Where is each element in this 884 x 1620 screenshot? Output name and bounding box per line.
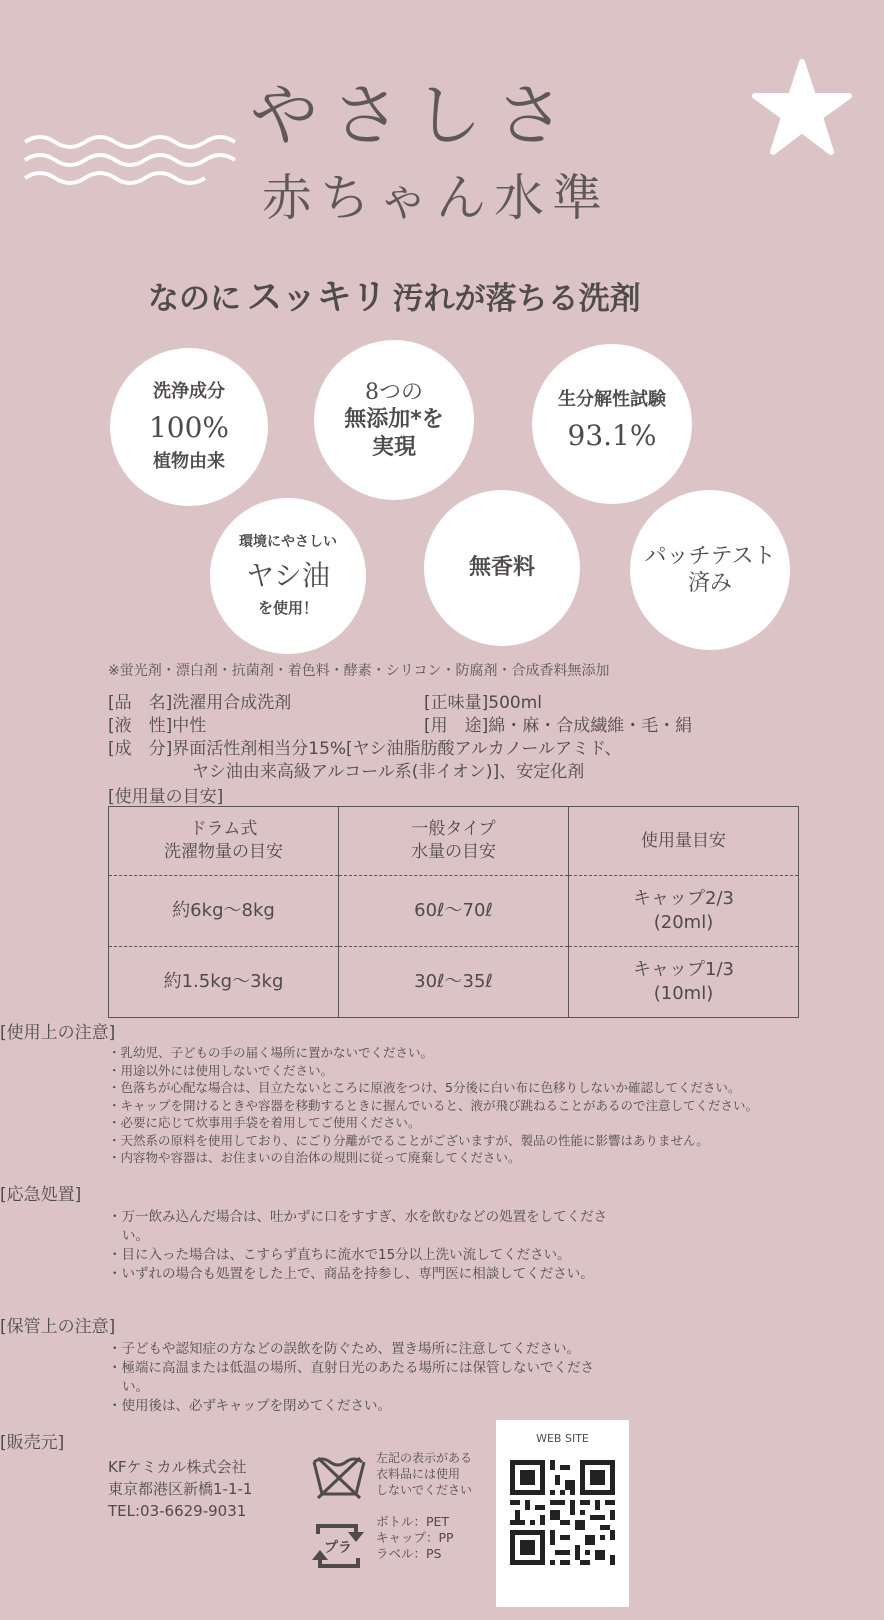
feature-label: 生分解性試験: [558, 389, 666, 411]
header-line: 洗濯物量の目安: [164, 842, 283, 862]
feature-patch-test: [630, 490, 790, 650]
feature-biodegradability: [532, 344, 692, 504]
table-row: [109, 876, 799, 947]
header-line: 水量の目安: [411, 842, 496, 862]
seller-company: KFケミカル株式会社: [108, 1458, 247, 1476]
table-header: [569, 807, 799, 876]
table-header: [109, 807, 339, 876]
feature-value: 無添加*を: [344, 407, 444, 433]
spec-ingredients: [成 分]界面活性剤相当分15%[ヤシ油脂肪酸アルカノールアミド、: [108, 739, 622, 759]
amount-line: (10ml): [653, 983, 714, 1004]
feature-label: 洗浄成分: [153, 381, 225, 402]
table-cell: 約6kg〜8kg: [109, 876, 339, 947]
list-item: ・ 色落ちが心配な場合は、目立たないところに原液をつけ、5分後に白い布に色移りしないか確認してください。: [108, 1079, 758, 1097]
feature-label: 済み: [687, 571, 732, 596]
list-item: ・ 必要に応じて炊事用手袋を着用してご使用ください。: [108, 1114, 758, 1132]
website-label: WEB SITE: [536, 1432, 589, 1445]
feature-label: を使用！: [257, 598, 318, 617]
material-info: [376, 1514, 454, 1562]
tagline-pre: なのに: [148, 281, 241, 317]
emergency-heading: [応急処置]: [0, 1185, 82, 1205]
table-header: [339, 807, 569, 876]
additive-free-note: ※蛍光剤・漂白剤・抗菌剤・着色料・酵素・シリコン・防腐剤・合成香料無添加: [108, 663, 610, 679]
plastic-recycle-icon: [308, 1518, 368, 1576]
spec-net-volume: [正味量]500ml: [424, 693, 542, 713]
emergency-list: [108, 1208, 628, 1284]
list-item: ・ 用途以外には使用しないでください。: [108, 1062, 758, 1080]
amount-line: (20ml): [653, 912, 714, 933]
list-item: ・ 万一飲み込んだ場合は、吐かずに口をすすぎ、水を飲むなどの処置をしてください。: [108, 1208, 628, 1246]
list-item: ・ 目に入った場合は、こすらず直ちに流水で15分以上洗い流してください。: [108, 1246, 628, 1265]
table-cell: [569, 876, 799, 947]
seller-address: 東京都港区新橋1-1-1: [108, 1480, 253, 1498]
feature-label: 環境にやさしい: [239, 534, 337, 551]
feature-label: パッチテスト: [644, 543, 776, 569]
table-cell: [569, 947, 799, 1018]
seller-info: [108, 1456, 252, 1522]
title-main: やさしさ: [250, 77, 579, 156]
table-header-row: [109, 807, 799, 876]
tagline-post: 汚れが落ちる洗剤: [392, 281, 641, 317]
feature-coconut-oil: [210, 498, 366, 654]
feature-value: ヤシ油: [246, 558, 330, 592]
website-qr-box[interactable]: [496, 1420, 629, 1607]
wash-note-line: 左記の表示がある: [376, 1451, 473, 1465]
feature-label: 8つの: [365, 379, 423, 405]
title-sub: 赤ちゃん水準: [262, 169, 610, 227]
list-item: ・ 極端に高温または低温の場所、直射日光のあたる場所には保管しないでください。: [108, 1359, 608, 1397]
list-item: ・ 乳幼児、子どもの手の届く場所に置かないでください。: [108, 1044, 758, 1062]
table-row: [109, 947, 799, 1018]
material-bottle: ボトル：PET: [376, 1514, 450, 1529]
list-item: ・ 天然系の原料を使用しており、にごり分離がでることがございますが、製品の性能に影響はありません。: [108, 1132, 758, 1150]
wash-note-line: 衣料品には使用: [376, 1467, 461, 1481]
tagline: [148, 270, 641, 320]
feature-value: 100%: [148, 410, 230, 444]
header-line: 一般タイプ: [411, 819, 496, 840]
list-item: ・ 子どもや認知症の方などの誤飲を防ぐため、置き場所に注意してください。: [108, 1340, 608, 1359]
amount-line: キャップ1/3: [633, 958, 734, 980]
wave-decoration: [20, 120, 250, 200]
usage-table: [108, 806, 799, 1018]
material-label: ラベル：PS: [376, 1546, 442, 1561]
cautions-list: [108, 1044, 758, 1167]
table-cell: 30ℓ〜35ℓ: [339, 947, 569, 1018]
storage-heading: [保管上の注意]: [0, 1317, 116, 1337]
storage-list: [108, 1340, 608, 1416]
spec-use: [用 途]綿・麻・合成繊維・毛・絹: [424, 716, 693, 736]
header-line: ドラム式: [189, 819, 258, 840]
seller-heading: [販売元]: [0, 1433, 65, 1453]
list-item: ・ キャップを開けるときや容器を移動するときに握んでいると、液が飛び跳ねることがあるので注意してください。: [108, 1097, 758, 1115]
list-item: ・ 内容物や容器は、お住まいの自治体の規則に従って廃棄してください。: [108, 1149, 758, 1167]
star-icon: [752, 58, 852, 158]
spec-liquid-property: [液 性]中性: [108, 716, 207, 736]
table-cell: 約1.5kg〜3kg: [109, 947, 339, 1018]
material-cap: キャップ：PP: [376, 1530, 454, 1545]
feature-label: 実現: [371, 434, 416, 460]
usage-heading: [使用量の目安]: [108, 787, 224, 807]
feature-value: 無香料: [468, 555, 535, 581]
spec-product-name: [品 名]洗濯用合成洗剤: [108, 693, 292, 713]
wash-note: [376, 1450, 472, 1498]
wash-note-line: しないでください: [376, 1483, 473, 1497]
no-wool-wash-icon: [310, 1452, 368, 1502]
amount-line: キャップ2/3: [633, 887, 734, 909]
feature-additive-free: [314, 340, 474, 500]
tagline-emphasis: スッキリ: [247, 278, 387, 318]
seller-tel: TEL:03-6629-9031: [108, 1502, 247, 1520]
feature-plant-origin: [110, 348, 268, 506]
feature-label: 植物由来: [153, 450, 225, 472]
list-item: ・ いずれの場合も処置をした上で、商品を持参し、専門医に相談してください。: [108, 1265, 628, 1284]
recycle-label: プラ: [324, 1540, 352, 1556]
cautions-heading: [使用上の注意]: [0, 1023, 116, 1043]
header-line: 使用量目安: [641, 830, 726, 851]
list-item: ・ 使用後は、必ずキャップを閉めてください。: [108, 1397, 608, 1416]
qr-code-icon[interactable]: [510, 1460, 615, 1565]
feature-value: 93.1%: [567, 418, 657, 452]
feature-fragrance-free: [424, 490, 580, 646]
spec-ingredients-cont: ヤシ油由来高級アルコール系(非イオン)]、安定化剤: [192, 762, 585, 782]
table-cell: 60ℓ〜70ℓ: [339, 876, 569, 947]
